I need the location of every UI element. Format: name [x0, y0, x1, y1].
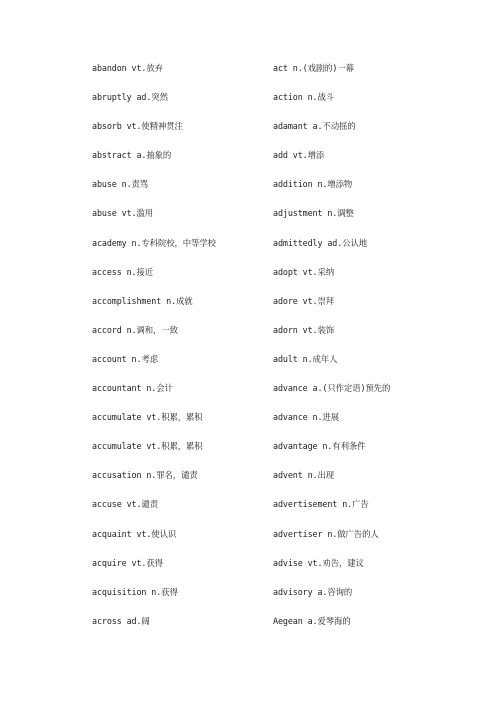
vocab-entry: account n.考虑	[92, 353, 158, 364]
vocab-entry: adore vt.崇拜	[273, 295, 335, 306]
vocab-entry: abstract a.抽象的	[92, 150, 172, 161]
vocab-entry: acquisition n.获得	[92, 586, 178, 597]
vocab-entry: accuse vt.谴责	[92, 499, 158, 510]
vocab-entry: accusation n.罪名，谴责	[92, 470, 198, 481]
vocab-entry: accord n.调和，一致	[92, 324, 178, 335]
vocab-entry: accomplishment n.成就	[92, 295, 193, 306]
vocab-entry: abandon vt.放弃	[92, 63, 163, 73]
vocab-entry: advertiser n.做广告的人	[273, 528, 379, 539]
vocab-entry: acquaint vt.使认识	[92, 528, 177, 539]
vocab-entry: access n.接近	[92, 266, 154, 277]
vocab-entry: advance a.(只作定语)预先的	[273, 383, 391, 394]
vocab-entry: across ad.阔	[92, 615, 150, 626]
vocab-entry: acquire vt.获得	[92, 557, 163, 568]
vocab-entry: advisory a.咨询的	[273, 586, 353, 597]
vocab-entry: adorn vt.装饰	[273, 324, 335, 335]
vocab-entry: abuse n.责骂	[92, 179, 149, 190]
vocab-entry: Aegean a.爱琴海的	[273, 615, 351, 626]
vocab-entry: advantage n.有利条件	[273, 441, 366, 452]
vocab-entry: add vt.增添	[273, 150, 325, 161]
vocab-entry: accountant n.会计	[92, 383, 173, 394]
vocab-entry: accumulate vt.积累，累积	[92, 441, 203, 452]
vocab-entry: advise vt.劝告，建议	[273, 557, 364, 568]
vocab-entry: accumulate vt.积累，累积	[92, 412, 203, 423]
vocab-entry: adopt vt.采纳	[273, 266, 335, 277]
right-column	[273, 61, 473, 643]
vocab-entry: act n.(戏剧的)一幕	[273, 63, 354, 73]
vocab-entry: advance n.进展	[273, 412, 339, 423]
vocab-entry: abuse vt.滥用	[92, 208, 154, 219]
vocab-entry: academy n.专科院校，中等学校	[92, 237, 216, 248]
vocab-entry: absorb vt.使精神贯注	[92, 121, 183, 132]
left-column	[92, 61, 262, 643]
vocab-entry: addition n.增添物	[273, 179, 353, 190]
vocab-entry: adjustment n.调整	[273, 208, 354, 219]
vocab-entry: advent n.出现	[273, 470, 335, 481]
vocab-entry: admittedly ad.公认地	[273, 237, 368, 248]
vocab-entry: advertisement n.广告	[273, 499, 369, 510]
vocab-entry: abruptly ad.突然	[92, 92, 168, 103]
vocab-entry: action n.战斗	[273, 92, 335, 103]
vocab-entry: adamant a.不动摇的	[273, 121, 356, 132]
vocab-entry: adult n.成年人	[273, 353, 338, 364]
